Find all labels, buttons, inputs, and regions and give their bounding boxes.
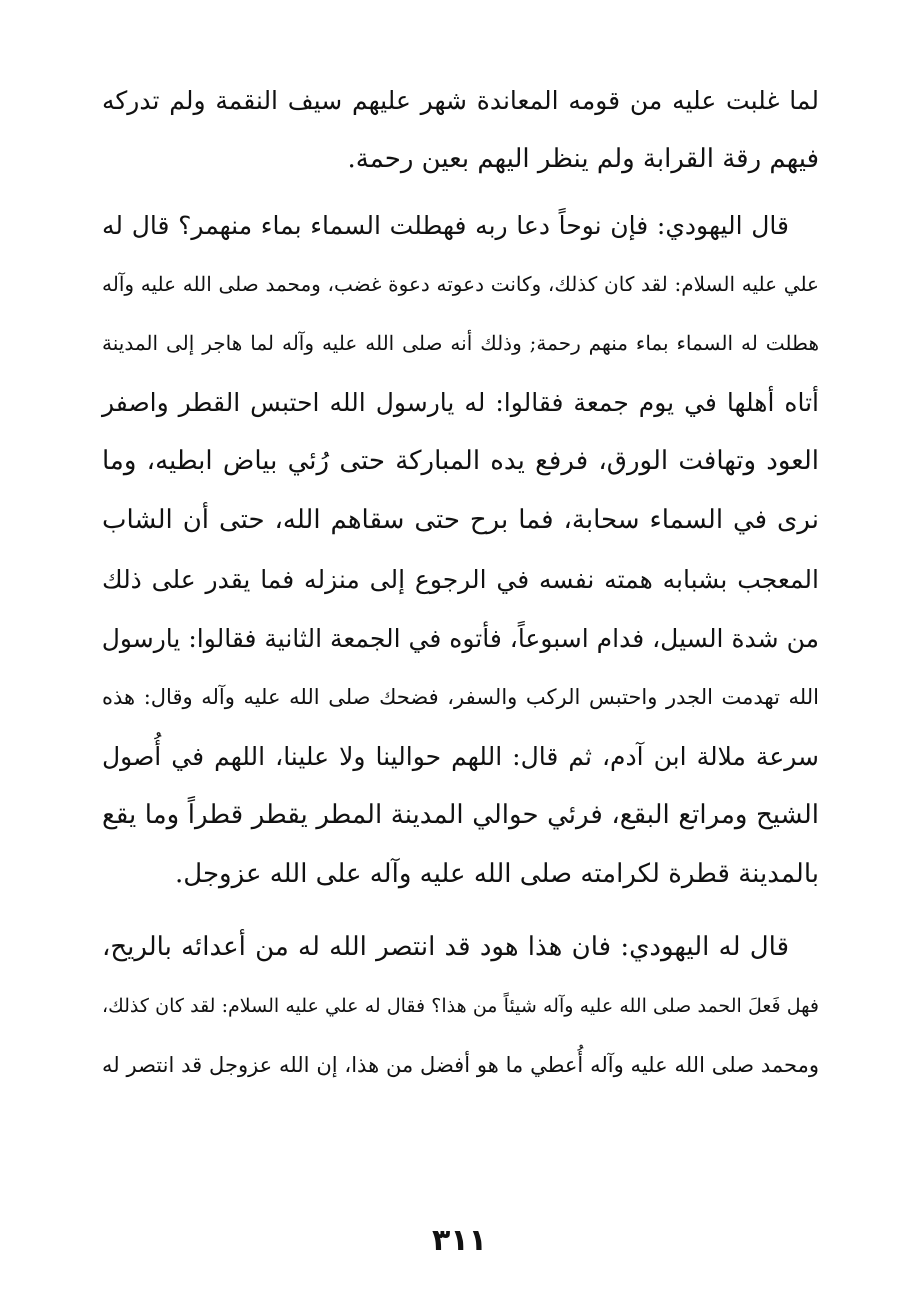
page-number: ٣١١ [432, 1223, 487, 1258]
text-line: فيهم رقة القرابة ولم ينظر اليهم بعين رحمة. [347, 144, 819, 174]
text-line: هطلت له السماء بماء منهم رحمة; وذلك أنه صلى الله عليه وآله لما هاجر إلى المدينة [102, 331, 819, 355]
text-line: بالمدينة قطرة لكرامته صلى الله عليه وآله على الله عزوجل. [175, 859, 819, 889]
paragraph-1 [102, 71, 819, 189]
text-line: ومحمد صلى الله عليه وآله أُعطي ما هو أفضل من هذا، إن الله عزوجل قد انتصر له [102, 1053, 819, 1077]
text-line: علي عليه السلام: لقد كان كذلك، وكانت دعوته دعوة غضب، ومحمد صلى الله عليه وآله [102, 272, 819, 296]
paragraph-3 [102, 918, 819, 1095]
text-line: قال له اليهودي: فان هذا هود قد انتصر الله له من أعدائه بالريح، [102, 932, 789, 962]
text-line: لما غلبت عليه من قومه المعاندة شهر عليهم سيف النقمة ولم تدركه [102, 86, 819, 115]
text-line: الشيح ومراتع البقع، فرئي حوالي المدينة المطر يقطر قطراً وما يقع [102, 800, 819, 830]
text-line: المعجب بشبابه همته نفسه في الرجوع إلى منزله فما يقدر على ذلك [102, 565, 819, 594]
text-line: قال اليهودي: فإن نوحاً دعا ربه فهطلت السماء بماء منهمر؟ قال له [102, 211, 789, 240]
text-line: سرعة ملالة ابن آدم، ثم قال: اللهم حوالينا ولا علينا، اللهم في أُصول [102, 742, 819, 771]
paragraph-2 [102, 196, 819, 904]
text-line: الله تهدمت الجدر واحتبس الركب والسفر، فضحك صلى الله عليه وآله وقال: هذه [102, 685, 819, 709]
text-line: من شدة السيل، فدام اسبوعاً، فأتوه في الجمعة الثانية فقالوا: يارسول [101, 624, 819, 653]
text-line: العود وتهافت الورق، فرفع يده المباركة حتى رُئي بياض ابطيه، وما [102, 446, 819, 476]
text-line: أتاه أهلها في يوم جمعة فقالوا: له يارسول الله احتبس القطر واصفر [102, 388, 819, 417]
text-line: نرى في السماء سحابة، فما برح حتى سقاهم الله، حتى أن الشاب [102, 505, 819, 535]
text-line: فهل فَعلَ الحمد صلى الله عليه وآله شيئاً من هذا؟ فقال له علي عليه السلام: لقد كان كذلك، [102, 995, 819, 1017]
